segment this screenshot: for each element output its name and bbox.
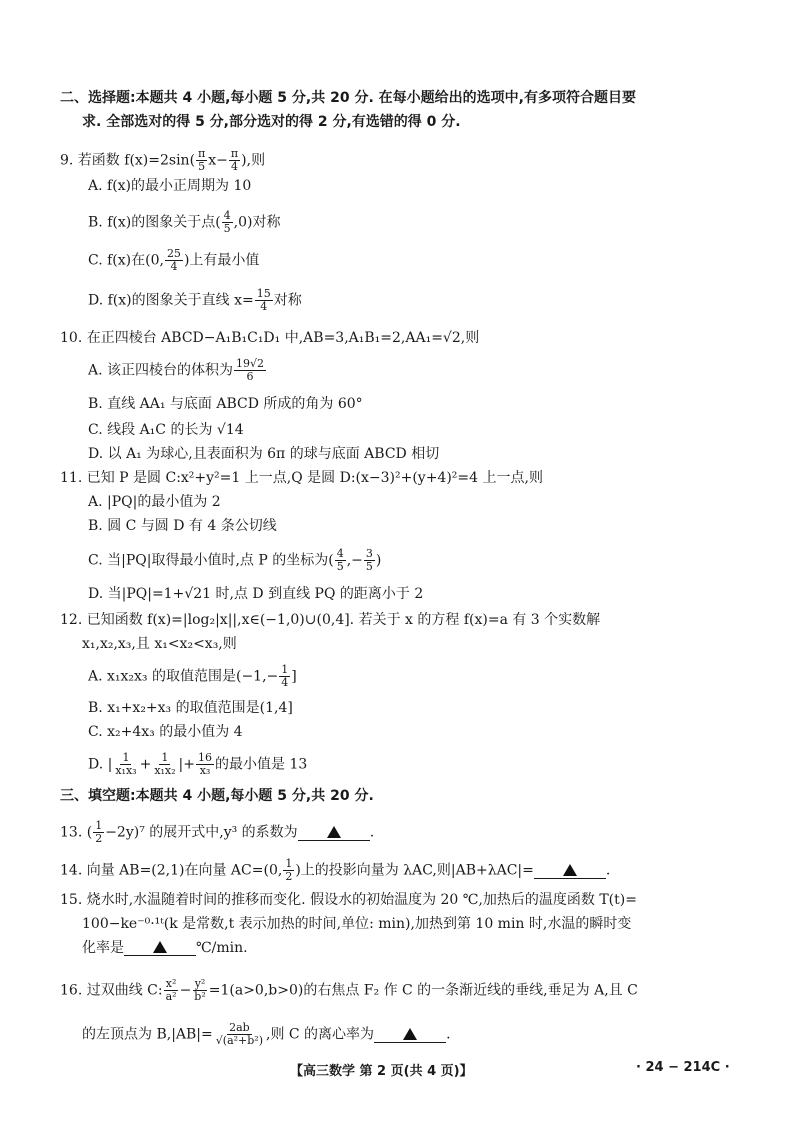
q15-answer-blank[interactable]: [124, 941, 196, 956]
q13-frac: [93, 820, 104, 845]
q13-fn: 1: [95, 819, 103, 832]
q14-line: [60, 858, 610, 883]
triangle-icon: [563, 864, 577, 876]
q12-option-c: C. x₂+4x₃ 的最小值为 4: [88, 724, 243, 740]
q12-d-m2: |+: [178, 756, 195, 773]
q14-a: 14. 向量 AB=(2,1)在向量 AC=(0,: [60, 862, 283, 879]
q16-m: −: [179, 982, 192, 999]
q15-line2: 100−ke⁻⁰·¹ᵗ(k 是常数,t 表示加热的时间,单位: min),加热到第 10 min 时,水温的瞬时变: [82, 916, 632, 932]
q12-d-a: D. |: [88, 756, 113, 773]
q12-d-f2n: 1: [161, 751, 169, 764]
q11-c-a: C. 当|PQ|取得最小值时,点 P 的坐标为(: [88, 552, 334, 569]
q11-c-f1n: 4: [336, 547, 344, 560]
q11-c-m: ,−: [346, 552, 363, 569]
q14-fd: 2: [285, 870, 293, 883]
q9-option-c: [88, 248, 259, 273]
q9-f2n: π: [230, 147, 239, 160]
q12-a-fd: 4: [281, 676, 289, 689]
q9-frac2: [229, 148, 240, 173]
q9-c-frac: [165, 248, 183, 273]
q9-c-a: C. f(x)在(0,: [88, 252, 164, 269]
q16-frac1: [164, 978, 179, 1003]
q14-frac: [283, 858, 294, 883]
q13-c: .: [369, 824, 375, 841]
q11-c-f2d: 5: [365, 560, 373, 573]
q12-d-m1: +: [139, 756, 152, 773]
q12-a-fn: 1: [281, 663, 289, 676]
q9-b-frac: [222, 210, 233, 235]
q15-line3: [82, 938, 248, 958]
q9-b-b: ,0)对称: [233, 214, 281, 231]
q12-option-a: [88, 664, 297, 689]
q9-d-frac: [255, 288, 273, 313]
q12-d-b: 的最小值是 13: [215, 756, 308, 773]
q12-option-b: B. x₁+x₂+x₃ 的取值范围是(1,4]: [88, 700, 293, 716]
page-footer: [0, 1060, 794, 1080]
q15-line1: 15. 烧水时,水温随着时间的推移而变化. 假设水的初始温度为 20 ℃,加热后的温度函数 T(t)=: [60, 892, 637, 908]
q16-f1n: x²: [165, 977, 177, 990]
q9-stem: [60, 148, 265, 173]
q12-d-frac2: [152, 752, 177, 777]
q9-c-b: )上有最小值: [183, 252, 260, 269]
q9-b-a: B. f(x)的图象关于点(: [88, 214, 221, 231]
q9-d-fn: 15: [256, 287, 271, 300]
q16-frac2: [192, 978, 207, 1003]
q9-c-fd: 4: [170, 260, 178, 273]
q11-c-frac2: [364, 548, 375, 573]
q13-line: [60, 820, 374, 845]
q10-a-a: A. 该正四棱台的体积为: [88, 362, 234, 379]
q11-c-f1d: 5: [336, 560, 344, 573]
q12-d-f2d: x₁x₂: [154, 764, 176, 777]
q14-answer-blank[interactable]: [534, 864, 606, 879]
q9-b-fd: 5: [223, 222, 231, 235]
q16-a: 16. 过双曲线 C:: [60, 982, 163, 999]
q12-stem-line1: 12. 已知函数 f(x)=|log₂|x||,x∈(−1,0)∪(0,4]. 若关于 x 的方程 f(x)=a 有 3 个实数解: [60, 612, 601, 628]
q9-b-fn: 4: [223, 209, 231, 222]
q10-option-b: B. 直线 AA₁ 与底面 ABCD 所成的角为 60°: [88, 396, 363, 412]
q11-c-frac1: [335, 548, 346, 573]
q14-b: )上的投影向量为 λAC,则|AB+λAC|=: [295, 862, 534, 879]
q12-d-f3n: 16: [198, 751, 212, 764]
q14-c: .: [605, 862, 611, 879]
q9-option-d: [88, 288, 302, 313]
q11-stem: 11. 已知 P 是圆 C:x²+y²=1 上一点,Q 是圆 D:(x−3)²+(y+4)²=4 上一点,则: [60, 470, 543, 486]
q12-d-f1n: 1: [122, 751, 130, 764]
q13-b: −2y)⁷ 的展开式中,y³ 的系数为: [105, 824, 298, 841]
section2-title-line1: 二、选择题:本题共 4 小题,每小题 5 分,共 20 分. 在每小题给出的选项中,有多项符合题目要: [60, 90, 636, 106]
q9-frac1: [196, 148, 207, 173]
q9-d-a: D. f(x)的图象关于直线 x=: [88, 292, 254, 309]
q12-d-frac1: [113, 752, 138, 777]
q12-d-f1d: x₁x₃: [115, 764, 137, 777]
q15-l3-a: 化率是: [82, 940, 124, 956]
q16-l2-a: 的左顶点为 B,|AB|=: [82, 1026, 213, 1043]
triangle-icon: [153, 941, 167, 953]
q15-l3-b: ℃/min.: [196, 940, 248, 956]
q11-option-d: D. 当|PQ|=1+√21 时,点 D 到直线 PQ 的距离小于 2: [88, 586, 424, 602]
q16-answer-blank[interactable]: [374, 1028, 446, 1043]
q16-f3n: 2ab: [229, 1021, 250, 1034]
q10-a-fd: 6: [246, 370, 254, 383]
q10-a-fn: 19√2: [236, 357, 265, 370]
footer-code: · 24 − 214C ·: [636, 1060, 730, 1075]
q16-f3d: √(a²+b²): [215, 1034, 263, 1047]
q13-fd: 2: [95, 832, 103, 845]
q12-a-b: ]: [291, 668, 297, 685]
q9-c-fn: 25: [166, 247, 181, 260]
footer-page-info: 【高三数学 第 2 页(共 4 页)】: [290, 1064, 473, 1079]
q10-option-c: C. 线段 A₁C 的长为 √14: [88, 422, 244, 438]
q10-option-d: D. 以 A₁ 为球心,且表面积为 6π 的球与底面 ABCD 相切: [88, 446, 440, 462]
q10-option-a: [88, 358, 267, 383]
q16-l2-b: ,则 C 的离心率为: [266, 1026, 375, 1043]
q12-d-frac3: [196, 752, 214, 777]
q11-option-a: A. |PQ|的最小值为 2: [88, 494, 221, 510]
q12-a-a: A. x₁x₂x₃ 的取值范围是(−1,−: [88, 668, 279, 685]
q16-line2: [82, 1022, 451, 1047]
q12-stem-line2: x₁,x₂,x₃,且 x₁<x₂<x₃,则: [82, 636, 237, 652]
q16-f2d: b²: [194, 990, 206, 1003]
q9-stem-c: ),则: [241, 152, 266, 169]
q9-d-b: 对称: [273, 292, 302, 309]
q12-option-d: [88, 752, 307, 777]
triangle-icon: [403, 1028, 417, 1040]
q9-f1n: π: [198, 147, 206, 160]
q11-c-f2n: 3: [365, 547, 373, 560]
q10-a-frac: [234, 358, 266, 383]
q9-option-a: A. f(x)的最小正周期为 10: [88, 178, 252, 194]
q9-stem-b: x−: [208, 152, 228, 169]
q16-frac3: [214, 1022, 265, 1047]
section3-title: 三、填空题:本题共 4 小题,每小题 5 分,共 20 分.: [60, 788, 374, 804]
q16-l2-c: .: [446, 1026, 451, 1043]
q16-f2n: y²: [194, 977, 206, 990]
q16-f1d: a²: [165, 990, 177, 1003]
q12-d-f3d: x₃: [199, 764, 211, 777]
q10-stem: 10. 在正四棱台 ABCD−A₁B₁C₁D₁ 中,AB=3,A₁B₁=2,AA₁=√2,则: [60, 330, 480, 346]
q9-option-b: [88, 210, 280, 235]
q9-d-fd: 4: [260, 300, 268, 313]
q14-fn: 1: [285, 857, 293, 870]
q9-f2d: 4: [231, 160, 239, 173]
q16-line1: [60, 978, 638, 1003]
q12-a-frac: [279, 664, 290, 689]
triangle-icon: [327, 826, 341, 838]
q9-f1d: 5: [198, 160, 206, 173]
q11-c-b: ): [375, 552, 382, 569]
q13-a: 13. (: [60, 824, 93, 841]
q11-option-b: B. 圆 C 与圆 D 有 4 条公切线: [88, 518, 277, 534]
q13-answer-blank[interactable]: [298, 826, 370, 841]
q16-b: =1(a>0,b>0)的右焦点 F₂ 作 C 的一条渐近线的垂线,垂足为 A,且 C: [208, 982, 638, 999]
section2-title-line2: 求. 全部选对的得 5 分,部分选对的得 2 分,有选错的得 0 分.: [82, 114, 461, 130]
q9-stem-a: 9. 若函数 f(x)=2sin(: [60, 152, 196, 169]
q11-option-c: [88, 548, 381, 573]
